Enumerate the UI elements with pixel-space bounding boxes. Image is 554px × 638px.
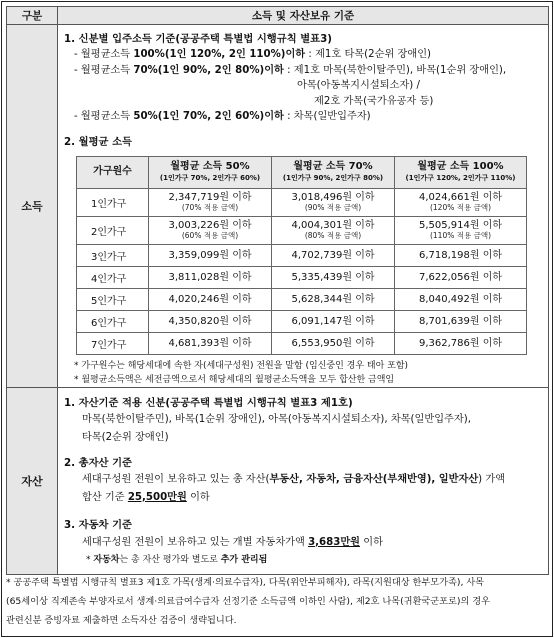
value-cell: 8,040,492원 이하 (395, 288, 527, 310)
value-cell (395, 216, 527, 244)
income-rule-70-cont1: 아목(아동복지시설퇴소자) / (297, 80, 420, 91)
income-rule-50 (64, 109, 542, 125)
header-criteria: 소득 및 자산보유 기준 (58, 7, 549, 25)
rule-target: : 제1호 마목(북한이탈주민), 바목(1순위 장애인), (283, 64, 507, 76)
household-cell: 7인가구 (77, 332, 149, 354)
amount: 3,018,496원 이하 (291, 191, 375, 203)
col-100-title: 월평균 소득 100% (417, 161, 504, 172)
income-rule-100 (64, 47, 542, 63)
income-rule-70 (64, 63, 542, 79)
car-word: 자동차 (93, 554, 120, 565)
amount: 5,505,914원 이하 (418, 219, 503, 231)
income-amount-note: * 월평균소득액은 세전금액으로서 해당세대의 월평균소득액을 모두 합산한 금액임 (74, 374, 395, 385)
table-row (77, 244, 527, 266)
value-cell: 5,335,439원 이하 (272, 266, 395, 288)
footnote-line3: 관련신분 증빙자료 제출하면 소득자산 검증이 생략됩니다. (6, 615, 237, 626)
rate-note: (70% 적용 금액) (181, 202, 239, 212)
text: * (86, 554, 94, 565)
income-rule-70-cont2: 제2호 가목(국가유공자 등) (314, 95, 434, 107)
income-section2-title: 2. 월평균 소득 (64, 135, 132, 148)
rate-note: (120% 적용 금액) (429, 202, 492, 212)
footnote-line2: (65세이상 직계존속 부양자로서 생계·의료급여수급자 선정기준 소득금액 이하인 사람), 제2호 나목(귀환국군포로)의 경우 (6, 596, 491, 607)
rule-threshold: 70%(1인 90%, 2인 80%)이하 (133, 64, 284, 76)
extra-managed: 추가 관리됨 (220, 554, 268, 565)
value-cell: 8,701,639원 이하 (395, 310, 527, 332)
amount: 4,004,301원 이하 (291, 219, 375, 231)
header-category: 구분 (7, 7, 58, 25)
monthly-income-table (76, 156, 527, 355)
footnote-line1: * 공공주택 특별법 시행규칙 별표3 제1호 가목(생계·의료수급자), 다목(위안부피해자), 라목(지원대상 한부모가족), 사목 (6, 577, 485, 588)
col-70-title: 월평균 소득 70% (293, 161, 373, 172)
value-cell: 6,553,950원 이하 (272, 332, 395, 354)
income-content (58, 25, 549, 388)
household-cell: 3인가구 (77, 244, 149, 266)
income-section1-title: 1. 신분별 입주소득 기준(공공주택 특별법 시행규칙 별표3) (64, 33, 332, 45)
asset-label: 자산 (7, 387, 58, 574)
household-cell: 4인가구 (77, 266, 149, 288)
asset-section1-title: 1. 자산기준 적용 신분(공공주택 특별법 시행규칙 별표3 제1호) (64, 396, 353, 409)
col-100-sub: (1인가구 120%, 2인가구 110%) (405, 174, 516, 182)
household-cell: 2인가구 (77, 216, 149, 244)
rate-note: (80% 적용 금액) (304, 230, 362, 240)
text: 는 총 자산 평가와 별도로 (119, 554, 221, 565)
rate-note: (110% 적용 금액) (429, 230, 492, 240)
rate-note: (60% 적용 금액) (181, 230, 239, 240)
text: 합산 기준 (82, 491, 128, 503)
col-household: 가구원수 (77, 156, 149, 188)
table-row (77, 310, 527, 332)
value-cell: 6,718,198원 이하 (395, 244, 527, 266)
text: 세대구성원 전원이 보유하고 있는 개별 자동차가액 (82, 536, 309, 548)
table-row (77, 266, 527, 288)
value-cell: 7,622,056원 이하 (395, 266, 527, 288)
household-cell: 1인가구 (77, 188, 149, 216)
footnote (6, 573, 548, 630)
value-cell: 5,628,344원 이하 (272, 288, 395, 310)
table-row (77, 288, 527, 310)
car-limit: 3,683만원 (308, 536, 360, 548)
value-cell: 3,359,099원 이하 (149, 244, 272, 266)
value-cell: 6,091,147원 이하 (272, 310, 395, 332)
household-cell: 5인가구 (77, 288, 149, 310)
col-70 (272, 156, 395, 188)
amount: 2,347,719원 이하 (168, 191, 252, 203)
text: 세대구성원 전원이 보유하고 있는 총 자산( (82, 473, 270, 485)
asset-applicable-line2: 타목(2순위 장애인) (82, 431, 169, 443)
income-table-header (77, 156, 527, 188)
text: 이하 (186, 491, 210, 503)
rule-prefix: - 월평균소득 (74, 49, 134, 60)
value-cell: 4,702,739원 이하 (272, 244, 395, 266)
table-row (77, 188, 527, 216)
criteria-table (6, 6, 549, 575)
value-cell (272, 188, 395, 216)
asset-total-line1 (64, 471, 542, 489)
value-cell: 4,350,820원 이하 (149, 310, 272, 332)
amount: 3,003,226원 이하 (168, 219, 252, 231)
col-70-sub: (1인가구 90%, 2인가구 80%) (282, 174, 384, 182)
header-row (7, 7, 549, 25)
text: ) 가액 (478, 473, 506, 485)
rule-prefix: - 월평균소득 (74, 111, 134, 122)
value-cell (272, 216, 395, 244)
value-cell (149, 188, 272, 216)
table-row (77, 332, 527, 354)
rule-target: : 차목(일반입주자) (283, 111, 371, 122)
col-50 (149, 156, 272, 188)
asset-row (7, 387, 549, 574)
car-limit-line (64, 533, 542, 552)
col-100 (395, 156, 527, 188)
table-row (77, 216, 527, 244)
asset-section2-title: 2. 총자산 기준 (64, 456, 132, 469)
value-cell (149, 216, 272, 244)
household-note: * 가구원수는 해당세대에 속한 자(세대구성원) 전원을 말함 (임신중인 경우 태아 포함) (74, 360, 409, 371)
asset-content (58, 387, 549, 574)
rule-target: : 제1호 타목(2순위 장애인) (305, 49, 432, 60)
rate-note: (90% 적용 금액) (304, 202, 362, 212)
value-cell: 9,362,786원 이하 (395, 332, 527, 354)
value-cell: 4,020,246원 이하 (149, 288, 272, 310)
car-note (64, 552, 542, 568)
asset-total-line2 (64, 489, 542, 507)
value-cell: 3,811,028원 이하 (149, 266, 272, 288)
asset-section3-title: 3. 자동차 기준 (64, 518, 132, 531)
rule-prefix: - 월평균소득 (74, 64, 134, 76)
rule-threshold: 50%(1인 70%, 2인 60%)이하 (133, 111, 284, 122)
asset-limit: 25,500만원 (127, 491, 187, 503)
col-50-title: 월평균 소득 50% (170, 161, 250, 172)
value-cell (395, 188, 527, 216)
asset-applicable-line1: 마목(북한이탈주민), 바목(1순위 장애인), 아목(아동복지시설퇴소자), 차목(일반입주자), (82, 413, 471, 425)
text: 이하 (360, 536, 383, 548)
income-label: 소득 (7, 25, 58, 388)
value-cell: 4,681,393원 이하 (149, 332, 272, 354)
household-cell: 6인가구 (77, 310, 149, 332)
col-50-sub: (1인가구 70%, 2인가구 60%) (159, 174, 261, 182)
income-row (7, 25, 549, 388)
amount: 4,024,661원 이하 (418, 191, 503, 203)
asset-types: 부동산, 자동차, 금융자산(부채반영), 일반자산 (269, 473, 479, 485)
rule-threshold: 100%(1인 120%, 2인 110%)이하 (133, 49, 306, 60)
